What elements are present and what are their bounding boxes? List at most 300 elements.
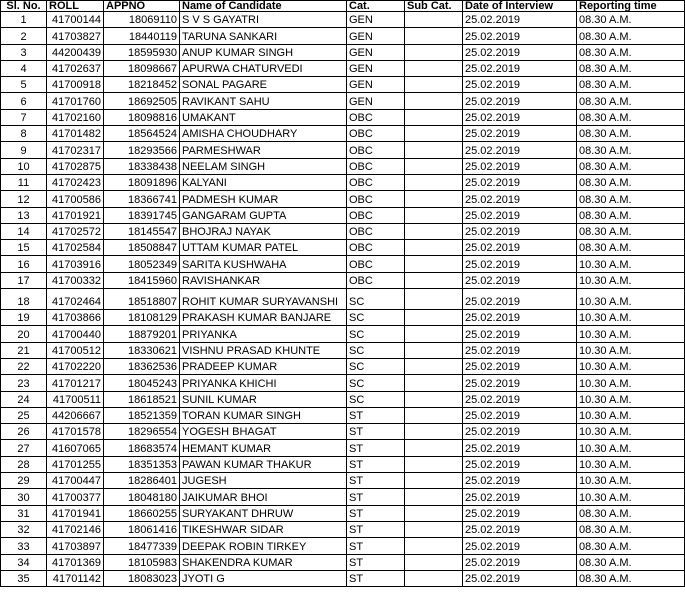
cell-appno: 18415960 [104, 272, 180, 288]
cell-sl-no: 1 [1, 12, 47, 28]
cell-roll: 41700447 [47, 473, 104, 489]
cell-category: ST [347, 521, 405, 537]
cell-roll: 41700332 [47, 272, 104, 288]
cell-category: ST [347, 570, 405, 586]
cell-roll: 41700512 [47, 342, 104, 358]
cell-category: ST [347, 456, 405, 472]
cell-date-of-interview: 25.02.2019 [463, 256, 577, 272]
cell-appno: 18098816 [104, 109, 180, 125]
cell-name: RAVISHANKAR [180, 272, 347, 288]
cell-roll: 41700144 [47, 12, 104, 28]
table-row [1, 109, 685, 125]
cell-roll: 41703827 [47, 28, 104, 44]
cell-roll: 44200439 [47, 44, 104, 60]
cell-sl-no: 11 [1, 174, 47, 190]
cell-date-of-interview: 25.02.2019 [463, 358, 577, 374]
cell-date-of-interview: 25.02.2019 [463, 424, 577, 440]
cell-sl-no: 5 [1, 77, 47, 93]
cell-appno: 18564524 [104, 126, 180, 142]
cell-name: PRIYANKA [180, 326, 347, 342]
cell-date-of-interview: 25.02.2019 [463, 538, 577, 554]
cell-sub-category [405, 77, 463, 93]
cell-appno: 18518807 [104, 289, 180, 310]
cell-roll: 41700377 [47, 489, 104, 505]
cell-category: OBC [347, 223, 405, 239]
cell-sub-category [405, 570, 463, 586]
cell-sub-category [405, 174, 463, 190]
cell-roll: 41700586 [47, 191, 104, 207]
cell-appno: 18091896 [104, 174, 180, 190]
cell-name: JUGESH [180, 473, 347, 489]
cell-sub-category [405, 240, 463, 256]
cell-name: SARITA KUSHWAHA [180, 256, 347, 272]
cell-sub-category [405, 223, 463, 239]
table-row [1, 93, 685, 109]
cell-sub-category [405, 456, 463, 472]
cell-sl-no: 4 [1, 60, 47, 76]
cell-sl-no: 2 [1, 28, 47, 44]
cell-appno: 18061416 [104, 521, 180, 537]
cell-date-of-interview: 25.02.2019 [463, 77, 577, 93]
table-row [1, 12, 685, 28]
cell-reporting-time: 08.30 A.M. [577, 109, 685, 125]
cell-category: ST [347, 538, 405, 554]
cell-appno: 18683574 [104, 440, 180, 456]
cell-category: OBC [347, 158, 405, 174]
cell-appno: 18218452 [104, 77, 180, 93]
cell-reporting-time: 10.30 A.M. [577, 289, 685, 310]
table-row [1, 391, 685, 407]
cell-name: PADMESH KUMAR [180, 191, 347, 207]
cell-reporting-time: 08.30 A.M. [577, 12, 685, 28]
cell-name: GANGARAM GUPTA [180, 207, 347, 223]
cell-appno: 18083023 [104, 570, 180, 586]
cell-category: GEN [347, 12, 405, 28]
table-row [1, 326, 685, 342]
cell-reporting-time: 10.30 A.M. [577, 440, 685, 456]
cell-name: DEEPAK ROBIN TIRKEY [180, 538, 347, 554]
cell-category: ST [347, 505, 405, 521]
cell-reporting-time: 08.30 A.M. [577, 240, 685, 256]
cell-appno: 18338438 [104, 158, 180, 174]
cell-date-of-interview: 25.02.2019 [463, 272, 577, 288]
table-row [1, 240, 685, 256]
cell-sl-no: 34 [1, 554, 47, 570]
cell-roll: 41703897 [47, 538, 104, 554]
table-row [1, 554, 685, 570]
cell-sub-category [405, 440, 463, 456]
cell-reporting-time: 08.30 A.M. [577, 93, 685, 109]
table-row [1, 158, 685, 174]
cell-date-of-interview: 25.02.2019 [463, 407, 577, 423]
cell-sub-category [405, 272, 463, 288]
cell-date-of-interview: 25.02.2019 [463, 554, 577, 570]
cell-date-of-interview: 25.02.2019 [463, 44, 577, 60]
cell-category: OBC [347, 126, 405, 142]
cell-roll: 41702423 [47, 174, 104, 190]
cell-name: SONAL PAGARE [180, 77, 347, 93]
cell-category: GEN [347, 60, 405, 76]
cell-roll: 41701760 [47, 93, 104, 109]
cell-roll: 41607065 [47, 440, 104, 456]
cell-name: RAVIKANT SAHU [180, 93, 347, 109]
table-row [1, 538, 685, 554]
cell-appno: 18098667 [104, 60, 180, 76]
cell-date-of-interview: 25.02.2019 [463, 223, 577, 239]
cell-sub-category [405, 424, 463, 440]
cell-roll: 41700918 [47, 77, 104, 93]
cell-sl-no: 19 [1, 310, 47, 326]
cell-name: ROHIT KUMAR SURYAVANSHI [180, 289, 347, 310]
cell-sub-category [405, 358, 463, 374]
cell-sub-category [405, 342, 463, 358]
cell-appno: 18521359 [104, 407, 180, 423]
table-row [1, 207, 685, 223]
cell-sl-no: 7 [1, 109, 47, 125]
cell-category: GEN [347, 44, 405, 60]
cell-name: ANUP KUMAR SINGH [180, 44, 347, 60]
cell-appno: 18330621 [104, 342, 180, 358]
cell-date-of-interview: 25.02.2019 [463, 489, 577, 505]
cell-reporting-time: 08.30 A.M. [577, 521, 685, 537]
table-row [1, 424, 685, 440]
table-row [1, 375, 685, 391]
cell-category: SC [347, 391, 405, 407]
cell-sl-no: 26 [1, 424, 47, 440]
cell-sub-category [405, 554, 463, 570]
cell-reporting-time: 10.30 A.M. [577, 342, 685, 358]
table-row [1, 223, 685, 239]
cell-reporting-time: 08.30 A.M. [577, 158, 685, 174]
cell-roll: 41703866 [47, 310, 104, 326]
cell-sub-category [405, 289, 463, 310]
table-row [1, 44, 685, 60]
cell-name: KALYANI [180, 174, 347, 190]
cell-sub-category [405, 12, 463, 28]
table-row [1, 77, 685, 93]
cell-roll: 41702220 [47, 358, 104, 374]
table-body [1, 12, 685, 587]
cell-sl-no: 15 [1, 240, 47, 256]
cell-sl-no: 33 [1, 538, 47, 554]
cell-sl-no: 17 [1, 272, 47, 288]
cell-category: SC [347, 289, 405, 310]
cell-appno: 18595930 [104, 44, 180, 60]
cell-roll: 41702464 [47, 289, 104, 310]
cell-name: S V S GAYATRI [180, 12, 347, 28]
cell-category: ST [347, 473, 405, 489]
cell-reporting-time: 10.30 A.M. [577, 391, 685, 407]
table-row [1, 521, 685, 537]
table-row [1, 570, 685, 586]
cell-appno: 18045243 [104, 375, 180, 391]
cell-name: TIKESHWAR SIDAR [180, 521, 347, 537]
cell-sl-no: 10 [1, 158, 47, 174]
cell-sub-category [405, 93, 463, 109]
cell-category: GEN [347, 28, 405, 44]
cell-sub-category [405, 407, 463, 423]
cell-appno: 18351353 [104, 456, 180, 472]
table-row [1, 489, 685, 505]
cell-roll: 41701482 [47, 126, 104, 142]
cell-category: SC [347, 310, 405, 326]
cell-sub-category [405, 473, 463, 489]
cell-roll: 44206667 [47, 407, 104, 423]
cell-sl-no: 32 [1, 521, 47, 537]
cell-name: NEELAM SINGH [180, 158, 347, 174]
cell-reporting-time: 08.30 A.M. [577, 126, 685, 142]
cell-date-of-interview: 25.02.2019 [463, 289, 577, 310]
cell-category: OBC [347, 272, 405, 288]
cell-reporting-time: 08.30 A.M. [577, 554, 685, 570]
cell-roll: 41701578 [47, 424, 104, 440]
cell-sl-no: 12 [1, 191, 47, 207]
table-row [1, 174, 685, 190]
cell-sub-category [405, 158, 463, 174]
cell-reporting-time: 08.30 A.M. [577, 77, 685, 93]
cell-sub-category [405, 256, 463, 272]
header-row [1, 1, 685, 12]
header-sl-no: Sl. No. [1, 1, 47, 12]
cell-sl-no: 25 [1, 407, 47, 423]
cell-sub-category [405, 521, 463, 537]
table-row [1, 126, 685, 142]
cell-sl-no: 28 [1, 456, 47, 472]
cell-sub-category [405, 126, 463, 142]
cell-reporting-time: 08.30 A.M. [577, 60, 685, 76]
cell-sl-no: 29 [1, 473, 47, 489]
cell-sl-no: 13 [1, 207, 47, 223]
cell-date-of-interview: 25.02.2019 [463, 240, 577, 256]
cell-name: SURYAKANT DHRUW [180, 505, 347, 521]
cell-sub-category [405, 310, 463, 326]
cell-roll: 41702637 [47, 60, 104, 76]
cell-appno: 18052349 [104, 256, 180, 272]
cell-name: BHOJRAJ NAYAK [180, 223, 347, 239]
cell-roll: 41702146 [47, 521, 104, 537]
cell-date-of-interview: 25.02.2019 [463, 473, 577, 489]
cell-date-of-interview: 25.02.2019 [463, 207, 577, 223]
cell-appno: 18366741 [104, 191, 180, 207]
cell-name: JAIKUMAR BHOI [180, 489, 347, 505]
cell-reporting-time: 10.30 A.M. [577, 326, 685, 342]
cell-date-of-interview: 25.02.2019 [463, 174, 577, 190]
cell-category: OBC [347, 109, 405, 125]
table-row [1, 440, 685, 456]
cell-sl-no: 35 [1, 570, 47, 586]
cell-reporting-time: 10.30 A.M. [577, 375, 685, 391]
cell-roll: 41702572 [47, 223, 104, 239]
cell-date-of-interview: 25.02.2019 [463, 505, 577, 521]
cell-appno: 18477339 [104, 538, 180, 554]
cell-date-of-interview: 25.02.2019 [463, 310, 577, 326]
cell-sub-category [405, 60, 463, 76]
cell-date-of-interview: 25.02.2019 [463, 375, 577, 391]
cell-roll: 41700511 [47, 391, 104, 407]
cell-category: OBC [347, 240, 405, 256]
cell-sl-no: 18 [1, 289, 47, 310]
cell-reporting-time: 10.30 A.M. [577, 272, 685, 288]
table-row [1, 60, 685, 76]
table-row [1, 272, 685, 288]
cell-date-of-interview: 25.02.2019 [463, 342, 577, 358]
cell-roll: 41701255 [47, 456, 104, 472]
table-row [1, 407, 685, 423]
header-name: Name of Candidate [180, 1, 347, 12]
cell-category: SC [347, 375, 405, 391]
cell-sl-no: 8 [1, 126, 47, 142]
cell-reporting-time: 10.30 A.M. [577, 489, 685, 505]
cell-name: JYOTI G [180, 570, 347, 586]
table-row [1, 473, 685, 489]
cell-sl-no: 24 [1, 391, 47, 407]
cell-sl-no: 9 [1, 142, 47, 158]
cell-reporting-time: 10.30 A.M. [577, 407, 685, 423]
cell-reporting-time: 10.30 A.M. [577, 473, 685, 489]
cell-name: VISHNU PRASAD KHUNTE [180, 342, 347, 358]
cell-appno: 18362536 [104, 358, 180, 374]
cell-appno: 18391745 [104, 207, 180, 223]
cell-sl-no: 30 [1, 489, 47, 505]
cell-sl-no: 21 [1, 342, 47, 358]
cell-sl-no: 3 [1, 44, 47, 60]
cell-name: SUNIL KUMAR [180, 391, 347, 407]
cell-name: PRAKASH KUMAR BANJARE [180, 310, 347, 326]
cell-date-of-interview: 25.02.2019 [463, 391, 577, 407]
cell-sl-no: 20 [1, 326, 47, 342]
table-row [1, 256, 685, 272]
cell-appno: 18296554 [104, 424, 180, 440]
cell-sub-category [405, 538, 463, 554]
cell-sub-category [405, 44, 463, 60]
cell-category: SC [347, 358, 405, 374]
cell-date-of-interview: 25.02.2019 [463, 28, 577, 44]
cell-reporting-time: 10.30 A.M. [577, 424, 685, 440]
cell-sl-no: 27 [1, 440, 47, 456]
cell-date-of-interview: 25.02.2019 [463, 191, 577, 207]
cell-category: SC [347, 342, 405, 358]
cell-roll: 41701369 [47, 554, 104, 570]
cell-name: APURWA CHATURVEDI [180, 60, 347, 76]
cell-date-of-interview: 25.02.2019 [463, 93, 577, 109]
cell-reporting-time: 08.30 A.M. [577, 538, 685, 554]
cell-sub-category [405, 142, 463, 158]
header-sub-category: Sub Cat. [405, 1, 463, 12]
cell-reporting-time: 08.30 A.M. [577, 174, 685, 190]
cell-roll: 41702584 [47, 240, 104, 256]
table-row [1, 289, 685, 310]
cell-name: AMISHA CHOUDHARY [180, 126, 347, 142]
cell-category: GEN [347, 93, 405, 109]
cell-category: OBC [347, 256, 405, 272]
cell-name: YOGESH BHAGAT [180, 424, 347, 440]
cell-date-of-interview: 25.02.2019 [463, 570, 577, 586]
cell-appno: 18293566 [104, 142, 180, 158]
cell-category: ST [347, 440, 405, 456]
cell-roll: 41703916 [47, 256, 104, 272]
cell-roll: 41701941 [47, 505, 104, 521]
cell-category: ST [347, 424, 405, 440]
header-appno: APPNO [104, 1, 180, 12]
cell-name: TARUNA SANKARI [180, 28, 347, 44]
header-roll: ROLL [47, 1, 104, 12]
cell-appno: 18286401 [104, 473, 180, 489]
cell-category: OBC [347, 174, 405, 190]
header-date-of-interview: Date of Interview [463, 1, 577, 12]
cell-appno: 18879201 [104, 326, 180, 342]
cell-appno: 18508847 [104, 240, 180, 256]
table-row [1, 310, 685, 326]
cell-appno: 18660255 [104, 505, 180, 521]
cell-name: PRADEEP KUMAR [180, 358, 347, 374]
cell-date-of-interview: 25.02.2019 [463, 109, 577, 125]
cell-name: TORAN KUMAR SINGH [180, 407, 347, 423]
cell-sub-category [405, 28, 463, 44]
table-row [1, 358, 685, 374]
cell-name: HEMANT KUMAR [180, 440, 347, 456]
cell-sl-no: 14 [1, 223, 47, 239]
cell-date-of-interview: 25.02.2019 [463, 142, 577, 158]
cell-category: OBC [347, 142, 405, 158]
cell-sub-category [405, 489, 463, 505]
cell-sl-no: 22 [1, 358, 47, 374]
cell-roll: 41702317 [47, 142, 104, 158]
table-row [1, 456, 685, 472]
header-reporting-time: Reporting time [577, 1, 685, 12]
cell-category: SC [347, 326, 405, 342]
cell-appno: 18108129 [104, 310, 180, 326]
cell-appno: 18145547 [104, 223, 180, 239]
cell-appno: 18105983 [104, 554, 180, 570]
cell-sl-no: 23 [1, 375, 47, 391]
cell-category: OBC [347, 191, 405, 207]
cell-date-of-interview: 25.02.2019 [463, 158, 577, 174]
cell-date-of-interview: 25.02.2019 [463, 521, 577, 537]
cell-reporting-time: 08.30 A.M. [577, 142, 685, 158]
cell-sub-category [405, 375, 463, 391]
cell-sub-category [405, 505, 463, 521]
cell-sub-category [405, 109, 463, 125]
table-row [1, 142, 685, 158]
cell-reporting-time: 10.30 A.M. [577, 456, 685, 472]
table-row [1, 342, 685, 358]
cell-appno: 18048180 [104, 489, 180, 505]
cell-name: PARMESHWAR [180, 142, 347, 158]
cell-date-of-interview: 25.02.2019 [463, 12, 577, 28]
cell-sl-no: 31 [1, 505, 47, 521]
cell-category: OBC [347, 207, 405, 223]
cell-name: UMAKANT [180, 109, 347, 125]
cell-roll: 41702875 [47, 158, 104, 174]
cell-date-of-interview: 25.02.2019 [463, 456, 577, 472]
cell-roll: 41702160 [47, 109, 104, 125]
cell-category: ST [347, 489, 405, 505]
table-row [1, 28, 685, 44]
cell-reporting-time: 08.30 A.M. [577, 570, 685, 586]
cell-name: PAWAN KUMAR THAKUR [180, 456, 347, 472]
cell-roll: 41700440 [47, 326, 104, 342]
header-category: Cat. [347, 1, 405, 12]
cell-reporting-time: 10.30 A.M. [577, 310, 685, 326]
cell-reporting-time: 10.30 A.M. [577, 358, 685, 374]
cell-reporting-time: 10.30 A.M. [577, 256, 685, 272]
cell-appno: 18069110 [104, 12, 180, 28]
cell-category: GEN [347, 77, 405, 93]
cell-reporting-time: 08.30 A.M. [577, 191, 685, 207]
cell-date-of-interview: 25.02.2019 [463, 326, 577, 342]
cell-name: PRIYANKA KHICHI [180, 375, 347, 391]
cell-reporting-time: 08.30 A.M. [577, 223, 685, 239]
